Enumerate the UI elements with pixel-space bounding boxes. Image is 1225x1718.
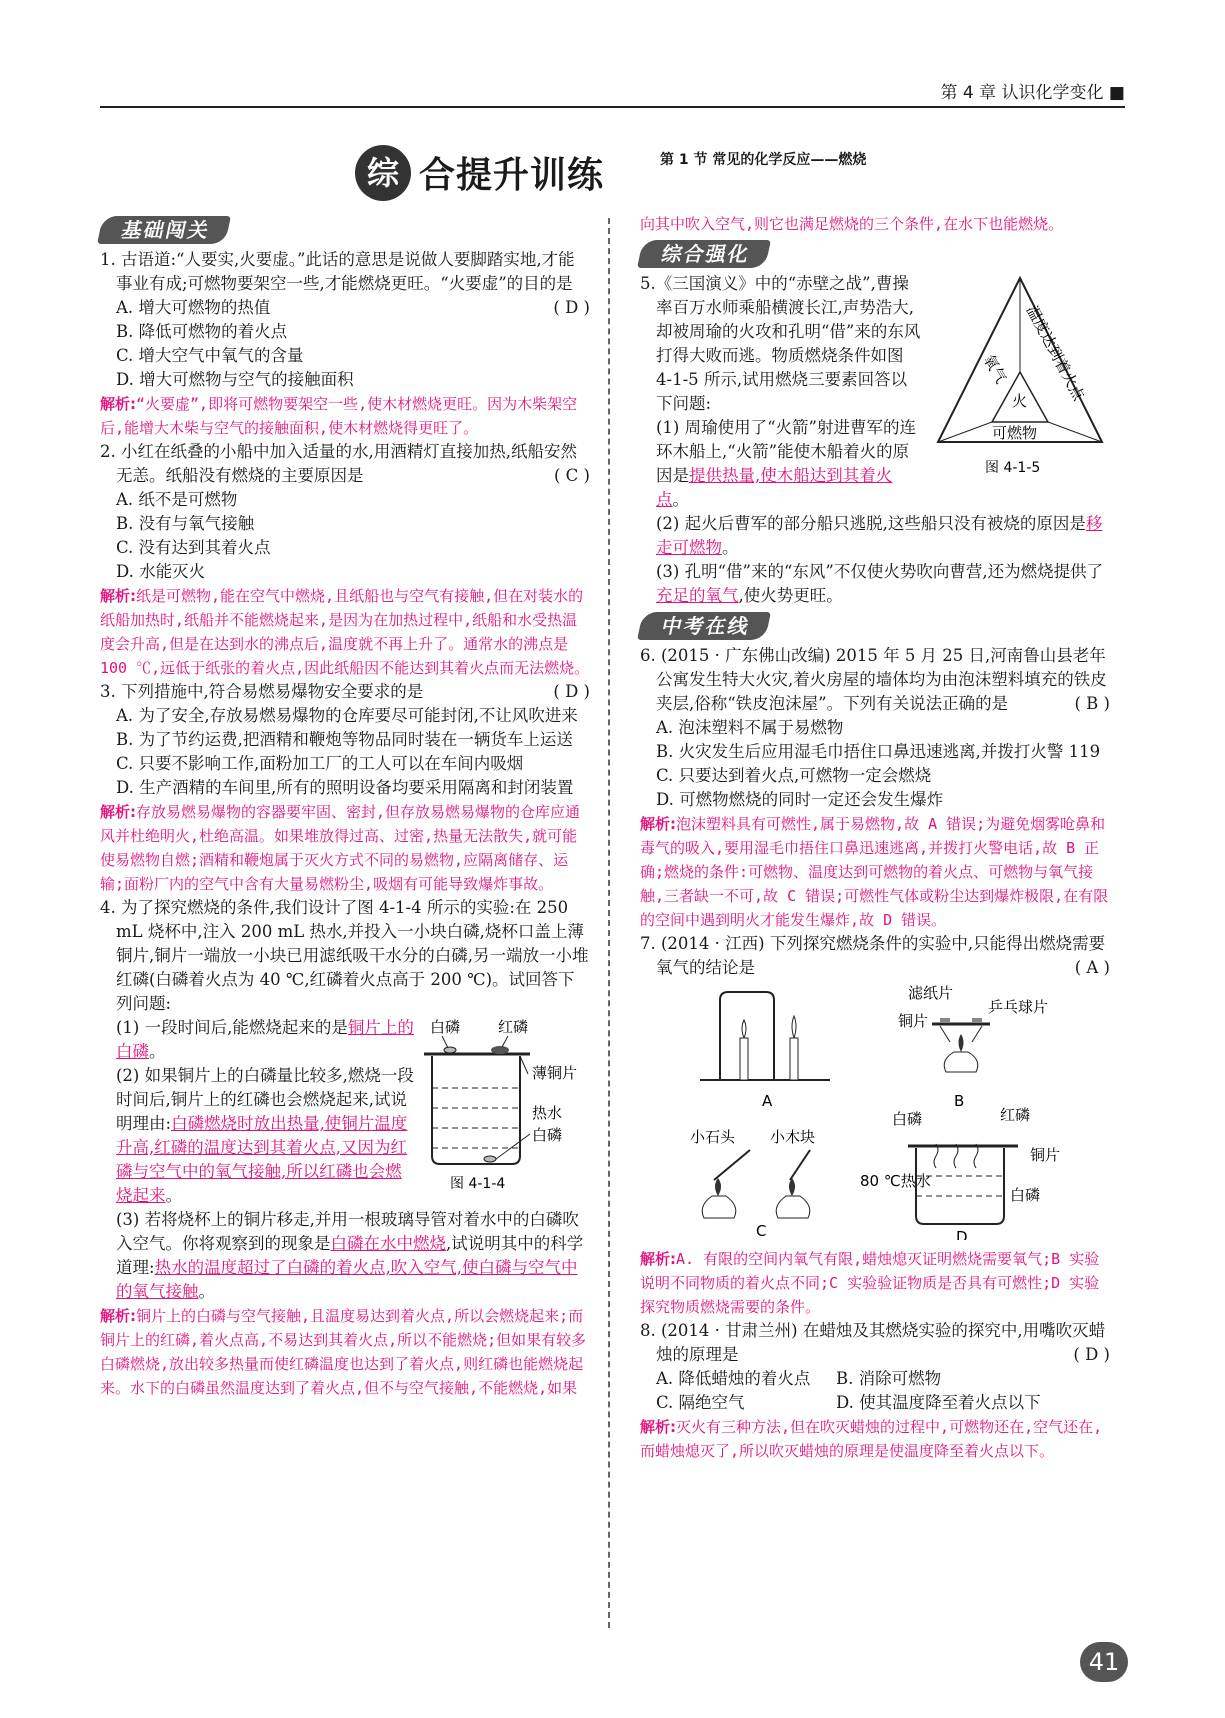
exp-d-label-copper: 铜片 (1030, 1146, 1061, 1164)
q8-answer: ( D ) (1073, 1345, 1110, 1364)
q5-answer-3: 充足的氧气 (656, 586, 739, 605)
experiment-d (860, 1106, 1060, 1240)
q1-option-a: A. 增大可燃物的热值 (116, 298, 271, 317)
right-column (640, 212, 1110, 1463)
q8-option-d: D. 使其温度降至着火点以下 (836, 1393, 1041, 1412)
q4-part-3: (3) 若将烧杯上的铜片移走,并用一根玻璃导管对着水中的白磷吹入空气。你将观察到的现象是白磷在水中燃烧,试说明其中的科学道理:热水的温度超过了白磷的着火点,吹入空气,使白磷与空气中的氧气接触。 (116, 1210, 584, 1301)
q8-stem: 8. (2014 · 甘肃兰州) 在蜡烛及其燃烧实验的探究中,用嘴吹灭蜡烛的原理是 ( D ) (640, 1319, 1110, 1367)
q8-options-ab (640, 1367, 1110, 1391)
q5-part-3: (3) 孔明“借”来的“东风”不仅使火势吹向曹营,还为燃烧提供了充足的氧气,使火势更旺。 (656, 562, 1104, 605)
q4-answer-2: 白磷燃烧时放出热量,使铜片温度升高,红磷的温度达到其着火点,又因为红磷与空气中的氧气接触,所以红磷也会燃烧起来 (116, 1114, 408, 1205)
left-column (100, 212, 590, 1400)
q6-stem: 6. (2015 · 广东佛山改编) 2015 年 5 月 25 日,河南鲁山县老年公寓发生特大火灾,着火房屋的墙体均为由泡沫塑料填充的铁皮夹层,俗称“铁皮泡沫屋”。下列有关说法正确的是 ( B ) (640, 644, 1110, 716)
q2-option-a: A. 纸不是可燃物 (116, 490, 238, 509)
q3-option-d: D. 生产酒精的车间里,所有的照明设备均要采用隔离和封闭装置 (116, 778, 574, 797)
q4-answer-3b: 热水的温度超过了白磷的着火点,吹入空气,使白磷与空气中的氧气接触 (116, 1258, 578, 1301)
question-8 (640, 1319, 1110, 1463)
q3-option-a: A. 为了安全,存放易燃易爆物的仓库要尽可能封闭,不让风吹进来 (116, 706, 578, 725)
q6-analysis: 解析:泡沫塑料具有可燃性,属于易燃物,故 A 错误;为避免烟雾呛鼻和毒气的吸入,要用湿毛巾捂住口鼻迅速逃离,并拨打火警电话,故 B 正确;燃烧的条件:可燃物、温度达到可燃物的着火点、可燃物与氧气接触,三者缺一不可,故 C 错误;可燃性气体或粉尘达到爆炸极限,在有限的空间中遇到明火才能发生爆炸,故 D 错误。 (640, 815, 1109, 929)
q7-stem: 7. (2014 · 江西) 下列探究燃烧条件的实验中,只能得出燃烧需要氧气的结论是 ( A ) (640, 932, 1110, 980)
experiment-a (700, 992, 830, 1110)
q5-part-1: (1) 周瑜使用了“火箭”射进曹军的连环木船上,“火箭”能使木船着火的原因是提供热量,使木船达到其着火点。 (656, 418, 916, 509)
q5-answer-1: 提供热量,使木船达到其着火点 (656, 466, 893, 509)
question-7 (640, 932, 1110, 1319)
fig414-label-white-p-water: 白磷 (532, 1126, 563, 1144)
section-exam: 中考在线 (637, 612, 771, 640)
exp-c-label-stone: 小石头 (690, 1128, 736, 1146)
exp-d-label: D (956, 1228, 968, 1240)
exp-c-label: C (756, 1222, 767, 1240)
title-subtitle: 第 1 节 常见的化学反应——燃烧 (660, 152, 867, 168)
question-2 (100, 440, 590, 680)
fig415-caption: 图 4-1-5 (985, 460, 1041, 476)
fig415-label-temperature: 温度达到着火点 (1022, 302, 1088, 404)
q7-analysis: 解析:A. 有限的空间内氧气有限,蜡烛熄灭证明燃烧需要氧气;B 实验说明不同物质的着火点不同;C 实验验证物质是否具有可燃性;D 实验探究物质燃烧需要的条件。 (640, 1250, 1100, 1316)
fig415-label-fire: 火 (1012, 392, 1028, 410)
q4-answer-3a: 白磷在水中燃烧 (330, 1234, 446, 1253)
column-divider (608, 218, 610, 1628)
q3-analysis: 解析:存放易燃易爆物的容器要牢固、密封,但存放易燃易爆物的仓库应通风并杜绝明火,杜绝高温。如果堆放得过高、过密,热量无法散失,就可能使易燃物自燃;酒精和鞭炮属于灭火方式不同的易燃物,应隔离储存、运输;面粉厂内的空气中含有大量易燃粉尘,吸烟有可能导致爆炸事故。 (100, 803, 581, 893)
q6-option-a: A. 泡沫塑料不属于易燃物 (656, 718, 844, 737)
q1-analysis: 解析:“火要虚”,即将可燃物要架空一些,使木材燃烧更旺。因为木柴架空后,能增大木柴与空气的接触面积,使木材燃烧得更旺了。 (100, 395, 578, 437)
question-5 (640, 272, 1110, 608)
exp-d-label-hot-water: 80 ℃热水 (860, 1172, 931, 1190)
q2-answer: ( C ) (554, 466, 590, 485)
fig415-label-oxygen: 氧气 (979, 351, 1011, 387)
q3-option-c: C. 只要不影响工作,面粉加工厂的工人可以在车间内吸烟 (116, 754, 524, 773)
question-1 (100, 248, 590, 440)
q3-option-b: B. 为了节约运费,把酒精和鞭炮等物品同时装在一辆货车上运送 (116, 730, 573, 749)
q8-analysis: 解析:灭火有三种方法,但在吹灭蜡烛的过程中,可燃物还在,空气还在,而蜡烛熄灭了,所以吹灭蜡烛的原理是使温度降至着火点以下。 (640, 1418, 1103, 1460)
q1-option-c: C. 增大空气中氧气的含量 (116, 346, 304, 365)
q4-analysis: 解析:铜片上的白磷与空气接触,且温度易达到着火点,所以会燃烧起来;而铜片上的红磷,着火点高,不易达到其着火点,所以不能燃烧;但如果有较多白磷燃烧,放出较多热量而使红磷温度也达到了着火点,则红磷也能燃烧起来。水下的白磷虽然温度达到了着火点,但不与空气接触,不能燃烧,如果 (100, 1307, 587, 1397)
title-badge: 综 (355, 145, 411, 201)
q6-option-c: C. 只要达到着火点,可燃物一定会燃烧 (656, 766, 932, 785)
fig414-label-white-p: 白磷 (430, 1018, 461, 1036)
q3-stem: 3. 下列措施中,符合易燃易爆物安全要求的是 ( D ) (100, 680, 590, 704)
section-basic: 基础闯关 (97, 216, 231, 244)
fig414-label-hot-water: 热水 (532, 1104, 563, 1122)
q4-stem: 4. 为了探究燃烧的条件,我们设计了图 4-1-4 所示的实验:在 250 mL 烧杯中,注入 200 mL 热水,并投入一小块白磷,烧杯口盖上薄铜片,铜片一端放一小块已用滤纸吸干水分的白磷,另一端放一小堆红磷(白磷着火点为 40 ℃,红磷着火点高于 200 ℃)。试回答下列问题: (100, 898, 589, 1013)
figure-4-1-5 (930, 272, 1110, 482)
page-number: 41 (1080, 1642, 1128, 1682)
q2-option-b: B. 没有与氧气接触 (116, 514, 255, 533)
exp-d-label-white-p: 白磷 (892, 1110, 923, 1128)
q1-option-d: D. 增大可燃物与空气的接触面积 (116, 370, 354, 389)
page-header (100, 78, 1125, 108)
q8-option-a: A. 降低蜡烛的着火点 (656, 1369, 811, 1388)
q6-option-d: D. 可燃物燃烧的同时一定还会发生爆炸 (656, 790, 944, 809)
fig414-label-red-p: 红磷 (498, 1018, 529, 1036)
q4-answer-1: 铜片上的白磷 (116, 1018, 414, 1061)
exp-d-label-white-p-water: 白磷 (1010, 1186, 1041, 1204)
question-6 (640, 644, 1110, 932)
fig414-caption: 图 4-1-4 (450, 1176, 506, 1192)
chapter-title: 第 4 章 认识化学变化 ■ (940, 83, 1125, 103)
fig414-label-copper: 薄铜片 (532, 1064, 578, 1082)
exp-b-label: B (954, 1092, 965, 1110)
q1-answer: ( D ) (553, 298, 590, 317)
q4-part-2: (2) 如果铜片上的白磷量比较多,燃烧一段时间后,铜片上的红磷也会燃烧起来,试说明理由:白磷燃烧时放出热量,使铜片温度升高,红磷的温度达到其着火点,又因为红磷与空气中的氧气接触,所以红磷也会燃烧起来。 (116, 1066, 414, 1205)
q1-option-b: B. 降低可燃物的着火点 (116, 322, 288, 341)
q5-answer-2: 移走可燃物 (656, 514, 1103, 557)
q6-option-b: B. 火灾发生后应用湿毛巾捂住口鼻迅速逃离,并拨打火警 119 (656, 742, 1101, 761)
q2-stem: 2. 小红在纸叠的小船中加入适量的水,用酒精灯直接加热,纸船安然无恙。纸船没有燃烧的主要原因是 ( C ) (100, 440, 590, 488)
q5-part-2: (2) 起火后曹军的部分船只逃脱,这些船只没有被烧的原因是移走可燃物。 (656, 514, 1103, 557)
q5-stem: 5.《三国演义》中的“赤壁之战”,曹操率百万水师乘船横渡长江,声势浩大,却被周瑜的火攻和孔明“借”来的东风打得大败而逃。物质燃烧条件如图 4-1-5 所示,试用燃烧三要素回答以下问题: (640, 274, 921, 413)
q8-options-cd (640, 1391, 1110, 1415)
exp-c-label-wood: 小木块 (770, 1128, 816, 1146)
q7-answer: ( A ) (1074, 958, 1110, 977)
title-main: 合提升训练 (419, 155, 605, 196)
q2-option-d: D. 水能灭火 (116, 562, 206, 581)
section-strengthen: 综合强化 (637, 240, 771, 268)
q6-answer: ( B ) (1074, 694, 1110, 713)
exp-b-label-filter: 滤纸片 (908, 984, 954, 1002)
exp-b-label-copper: 铜片 (898, 1012, 929, 1030)
q8-option-c: C. 隔绝空气 (656, 1393, 745, 1412)
question-3 (100, 680, 590, 896)
exp-b-label-pingpong: 乒乓球片 (988, 998, 1049, 1016)
exp-a-label: A (762, 1092, 773, 1110)
question-4 (100, 896, 590, 1400)
q2-option-c: C. 没有达到其着火点 (116, 538, 271, 557)
experiment-b (898, 984, 1048, 1110)
q4-part-1: (1) 一段时间后,能燃烧起来的是铜片上的白磷。 (116, 1018, 414, 1061)
q3-answer: ( D ) (553, 682, 590, 701)
experiment-c (690, 1128, 815, 1240)
fig415-label-fuel: 可燃物 (992, 424, 1038, 442)
exp-d-label-red-p: 红磷 (1000, 1106, 1031, 1124)
q8-option-b: B. 消除可燃物 (836, 1369, 942, 1388)
figure-4-1-4 (420, 1016, 590, 1196)
q2-analysis: 解析:纸是可燃物,能在空气中燃烧,且纸船也与空气有接触,但在对装水的纸船加热时,纸船并不能燃烧起来,是因为在加热过程中,纸船和水受热温度会升高,但是在达到水的沸点后,温度就不再上升了。通常水的沸点是 100 ℃,远低于纸张的着火点,因此纸船因不能达到其着火点而无法燃烧。 (100, 587, 590, 677)
q4-analysis-continued: 向其中吹入空气,则它也满足燃烧的三个条件,在水下也能燃烧。 (640, 215, 1064, 233)
q1-stem: 1. 古语道:“人要实,火要虚。”此话的意思是说做人要脚踏实地,才能事业有成;可燃物要架空一些,才能燃烧更旺。“火要虚”的目的是 ( D ) (100, 248, 590, 296)
figure-q7-experiments (640, 980, 1110, 1240)
